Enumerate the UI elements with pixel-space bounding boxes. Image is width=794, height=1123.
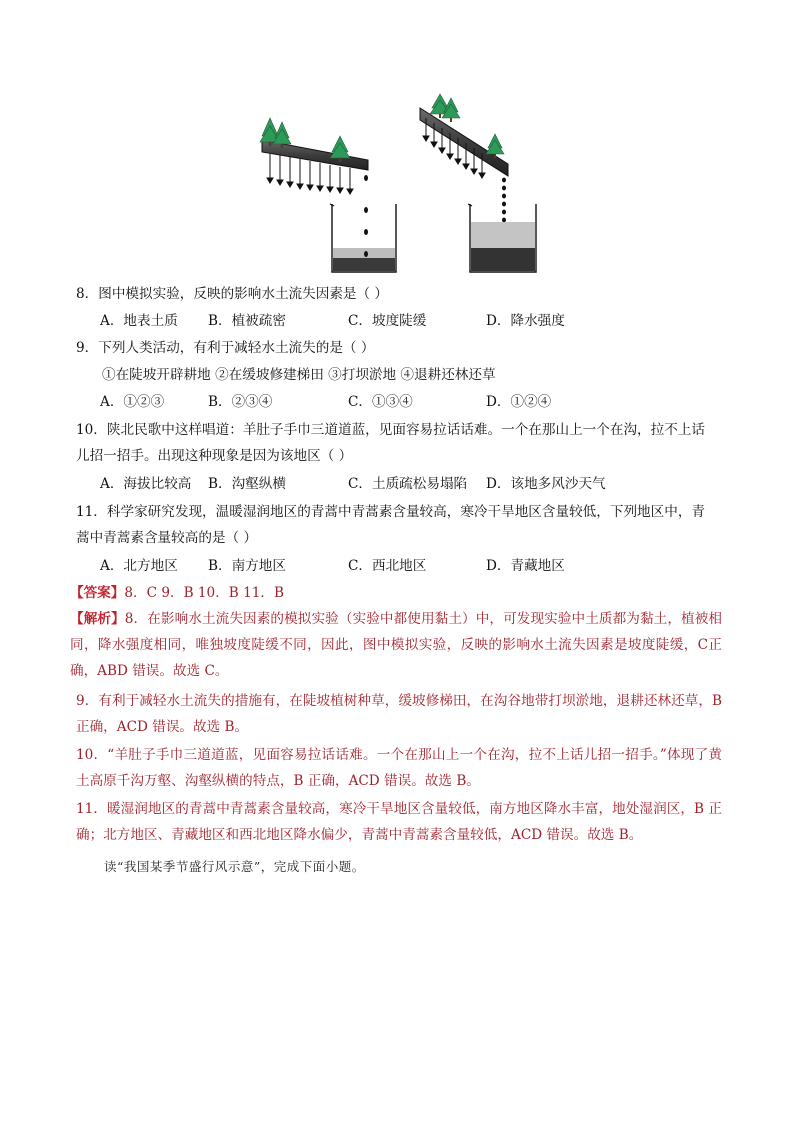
right-beaker bbox=[468, 204, 536, 272]
analysis-q8 bbox=[70, 606, 722, 684]
analysis-tag: 【解析】 bbox=[70, 611, 125, 627]
q8-option-c[interactable]: C．坡度陡缓 bbox=[348, 313, 427, 329]
q10-stem-line2: 儿招一招手。出现这种现象是因为该地区（ ） bbox=[76, 448, 353, 464]
answer-line bbox=[70, 583, 730, 603]
q10-option-a[interactable]: A．海拔比较高 bbox=[100, 476, 192, 492]
q11-option-a[interactable]: A．北方地区 bbox=[100, 558, 178, 574]
q9-option-b[interactable]: B．②③④ bbox=[208, 394, 273, 410]
q11-option-b[interactable]: B．南方地区 bbox=[208, 558, 286, 574]
q10-stem-line1: 10．陕北民歌中这样唱道：羊肚子手巾三道道蓝，见面容易拉话话难。一个在那山上一个在沟，拉不上话 bbox=[76, 422, 706, 438]
q10-option-c[interactable]: C．土质疏松易塌陷 bbox=[348, 476, 468, 492]
next-question-intro: 读“我国某季节盛行风示意”，完成下面小题。 bbox=[104, 859, 365, 874]
q9-stem: 9．下列人类活动，有利于减轻水土流失的是（ ） bbox=[76, 340, 375, 356]
q8-option-a[interactable]: A．地表土质 bbox=[100, 313, 178, 329]
q8-option-b[interactable]: B．植被疏密 bbox=[208, 313, 286, 329]
answer-text: 8．C 9．B 10．B 11．B bbox=[124, 585, 284, 601]
analysis-q10: 10．“羊肚子手巾三道道蓝，见面容易拉话话难。一个在那山上一个在沟，拉不上话儿招一招手。”体现了黄土高原千沟万壑、沟壑纵横的特点，B 正确，ACD 错误。故选 B。 bbox=[76, 747, 722, 789]
analysis-q8-text: 8．在影响水土流失因素的模拟实验（实验中都使用黏土）中，可发现实验中土质都为黏土，植被相同，降水强度相同，唯独坡度陡缓不同，因此，图中模拟实验，反映的影响水土流失因素是坡度陡缓，C正确，ABD 错误。故选 C。 bbox=[70, 611, 723, 679]
q10-option-b[interactable]: B．沟壑纵横 bbox=[208, 476, 286, 492]
steep-slope-model bbox=[420, 94, 508, 222]
q8-option-d[interactable]: D．降水强度 bbox=[486, 313, 565, 329]
q11-stem-line1: 11．科学家研究发现，温暖湿润地区的青蒿中青蒿素含量较高，寒冷干旱地区含量较低，下列地区中，青 bbox=[76, 504, 706, 520]
q9-option-a[interactable]: A．①②③ bbox=[100, 394, 165, 410]
analysis-q11: 11．暖湿润地区的青蒿中青蒿素含量较高，寒冷干旱地区含量较低，南方地区降水丰富，地处湿润区，B 正确；北方地区、青藏地区和西北地区降水偏少，青蒿中青蒿素含量较低，ACD 错误。故选 B。 bbox=[76, 801, 722, 843]
q11-option-d[interactable]: D．青藏地区 bbox=[486, 558, 565, 574]
answer-tag: 【答案】 bbox=[70, 585, 125, 601]
q9-items: ①在陡坡开辟耕地 ②在缓坡修建梯田 ③打坝淤地 ④退耕还林还草 bbox=[102, 367, 496, 383]
q8-stem: 8．图中模拟实验，反映的影响水土流失因素是（ ） bbox=[76, 286, 389, 302]
gentle-slope-model bbox=[260, 118, 368, 194]
left-beaker bbox=[330, 204, 396, 272]
q11-stem-line2: 蒿中青蒿素含量较高的是（ ） bbox=[76, 530, 258, 546]
q9-option-c[interactable]: C．①③④ bbox=[348, 394, 413, 410]
soil-erosion-experiment-figure bbox=[250, 88, 550, 278]
q10-option-d[interactable]: D．该地多风沙天气 bbox=[486, 476, 606, 492]
q11-option-c[interactable]: C．西北地区 bbox=[348, 558, 427, 574]
analysis-q9: 9．有利于减轻水土流失的措施有，在陡坡植树种草，缓坡修梯田，在沟谷地带打坝淤地，退耕还林还草，B 正确，ACD 错误。故选 B。 bbox=[76, 693, 722, 735]
q9-option-d[interactable]: D．①②④ bbox=[486, 394, 552, 410]
